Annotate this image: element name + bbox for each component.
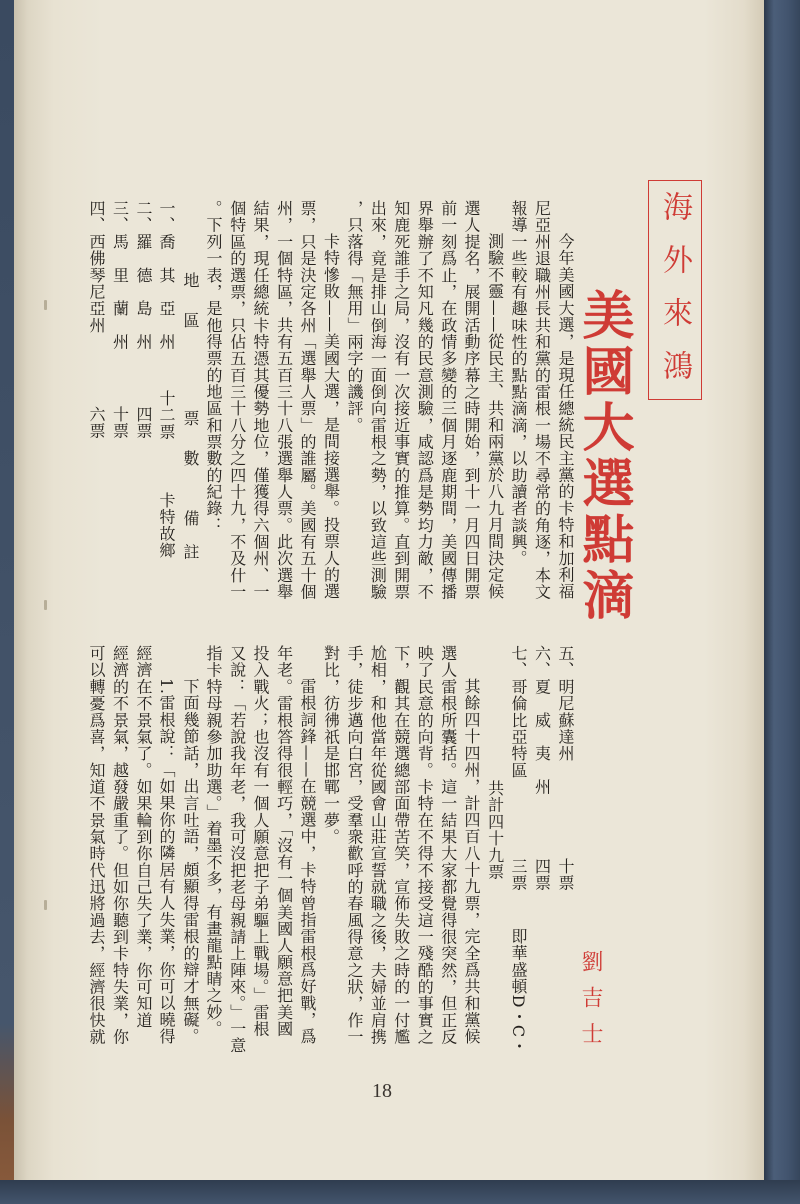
table-header-notes: 備 註 — [181, 510, 200, 561]
text-column: ，只落得「無用」兩字的譏評。 — [345, 200, 364, 434]
table-row-region: 四、西佛琴尼亞州 — [87, 200, 106, 334]
text-column: 其餘四十四州，計四百八十九票，完全爲共和黨候 — [462, 678, 481, 1045]
table-row-votes: 十二票 — [157, 390, 176, 441]
table-row-votes: 四票 — [134, 406, 153, 440]
section-label: 海外來鴻 — [657, 191, 692, 403]
table-header-region: 地 區 — [181, 272, 200, 332]
text-column: 雷根詞鋒——在競選中，卡特曾指雷根爲好戰，爲 — [298, 678, 317, 1045]
table-total: 共計四十九票 — [485, 780, 505, 881]
binding-stitch — [44, 900, 47, 910]
text-column: 經濟在不景氣了。如果輪到你自己失了業，你可知道 — [134, 645, 153, 1029]
table-row-region: 七、哥倫比亞特區 — [509, 645, 528, 779]
text-column: 年老。雷根答得很輕巧，「沒有一個美國人願意把美國 — [274, 645, 294, 1038]
book-binding-bottom — [0, 1180, 800, 1204]
text-column: 卡特慘敗——美國大選，是間接選舉。投票人的選 — [321, 233, 341, 600]
text-column: 又說：「若說我年老，我可沒把老母親請上陣來。」一意 — [227, 645, 247, 1054]
author-name: 劉吉士 — [578, 950, 603, 1058]
table-row-votes: 十票 — [110, 406, 130, 440]
page-number: 18 — [372, 1080, 392, 1102]
book-binding-left — [0, 0, 14, 1204]
text-column: 報導一些較有趣味性的點點滴滴，以助讀者談興。 — [509, 200, 528, 567]
table-header-votes: 票 數 — [181, 410, 200, 470]
text-column: 選人提名，展開活動序幕之時開始，到十一月四日開票 — [462, 200, 481, 601]
text-column: 出來，竟是排山倒海一面倒向雷根之勢，以致這些測驗 — [368, 200, 388, 601]
text-column: 經濟的不景氣，越發嚴重了。但如你聽到卡特失業，你 — [110, 645, 130, 1046]
table-row-region: 三、馬 里 蘭 州 — [110, 200, 130, 351]
table-row-notes: 卡特故鄉 — [157, 492, 176, 559]
table-row-votes: 十票 — [556, 858, 575, 892]
text-column: 選人雷根所囊括。這一結果大家都覺得很突然，但正反 — [438, 645, 458, 1046]
text-column: 今年美國大選，是現任總統民主黨的卡特和加利福 — [556, 233, 575, 600]
table-row-region: 一、喬 其 亞 州 — [157, 200, 176, 351]
text-column: 知鹿死誰手之局，沒有一次接近事實的推算。直到開票 — [391, 200, 411, 601]
table-row-region: 六、夏 威 夷 州 — [532, 645, 552, 796]
text-column: 界舉辦了不知凡幾的民意測驗，咸認爲是勢均力敵，不 — [415, 200, 435, 601]
table-row-votes: 三票 — [509, 858, 528, 892]
binding-stitch — [44, 300, 47, 310]
section-label-box — [648, 180, 702, 403]
table-row-region: 二、羅 德 島 州 — [134, 200, 153, 351]
article-title: 美國大選點滴 — [573, 288, 634, 624]
text-column: 可以轉憂爲喜，知道不景氣時代迅將過去，經濟很快就 — [87, 645, 106, 1046]
text-column: 對比，彷彿祇是邯鄲一夢。 — [321, 645, 341, 846]
text-column: 結果，現任總統卡特憑其優勢地位，僅獲得六個州、一 — [251, 200, 270, 601]
table-row-region: 五、明尼蘇達州 — [556, 645, 575, 762]
text-column: 指卡特母親參加助選。」着墨不多，有畫龍點睛之妙。 — [204, 645, 223, 1038]
table-row-votes: 六票 — [87, 406, 106, 440]
text-column: 。下列一表，是他得票的地區和票數的紀錄： — [204, 200, 223, 534]
book-binding-right — [764, 0, 800, 1204]
text-column: 測驗不靈——從民主、共和兩黨於八九月間決定候 — [485, 233, 505, 600]
binding-stitch — [44, 600, 47, 610]
text-column: 尬相，和他當年從國會山莊宣誓就職之後，夫婦並肩携 — [368, 645, 388, 1046]
text-column: 票，只是決定各州「選舉人票」的誰屬。美國有五十個 — [298, 200, 317, 601]
table-row-notes: 即華盛頓D・C・ — [509, 928, 528, 1055]
text-column: 手，徒步邁向白宮，受羣衆歡呼的春風得意之狀，作一 — [345, 645, 364, 1046]
text-column: 前一刻爲止，在政情多變的三個月逐鹿期間，美國傳播 — [438, 200, 458, 601]
text-column: 尼亞州退職州長共和黨的雷根一場不尋常的角逐，本文 — [532, 200, 552, 601]
table-row-votes: 四票 — [532, 858, 552, 892]
text-column: 州，一個特區，共有五百三十八張選舉人票。此次選舉 — [274, 200, 294, 601]
text-column: 個特區的選票，只佔五百三十八分之四十九，不及什一 — [227, 200, 247, 601]
text-column: 下面幾節話，出言吐語，頗顯得雷根的辯才無礙。 — [181, 678, 200, 1045]
text-column: 投入戰火；也沒有一個人願意把子弟驅上戰場。」雷根 — [251, 645, 270, 1038]
text-column: 下，觀其在競選總部面帶苦笑，宣佈失敗之時的一付尷 — [391, 645, 411, 1046]
text-column: 映了民意的向背。卡特在不得不接受這一殘酷的事實之 — [415, 645, 435, 1046]
text-column: 1.雷根說：「如果你的隣居有人失業，你可以曉得 — [157, 678, 176, 1045]
